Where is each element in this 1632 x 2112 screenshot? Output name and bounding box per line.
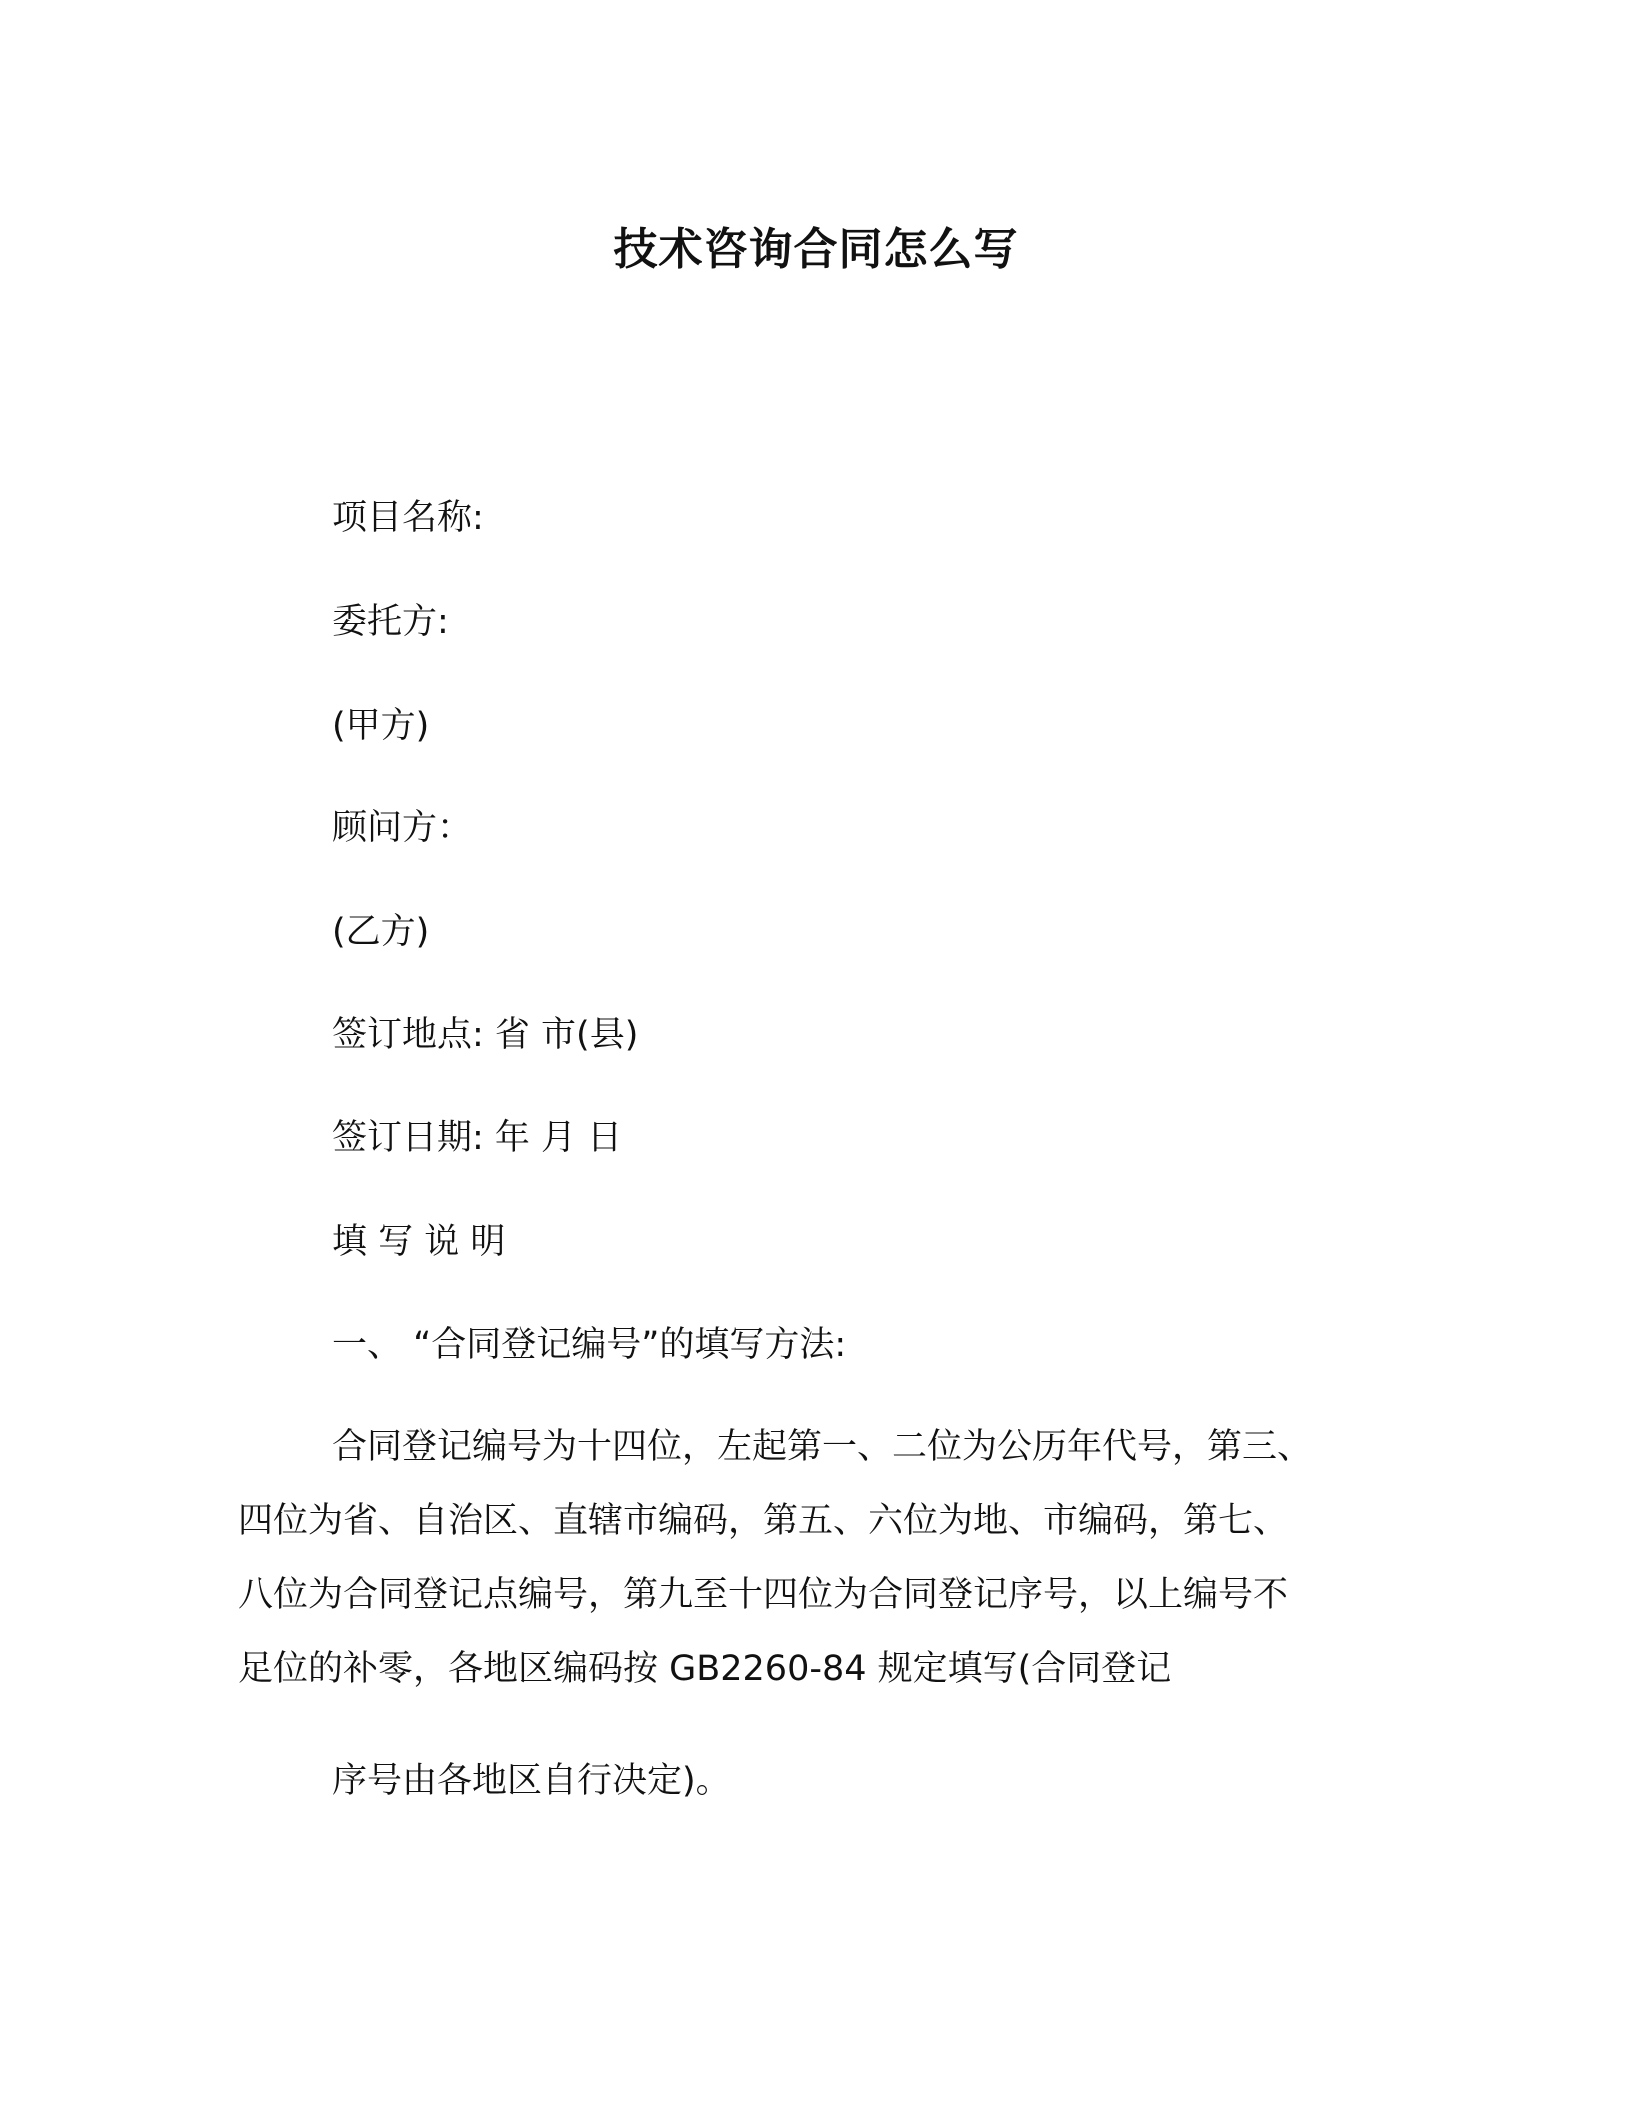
field-sign-date: 签订日期: 年 月 日: [332, 1118, 623, 1158]
field-party-b: (乙方): [332, 912, 430, 952]
body-line-continuation: 序号由各地区自行决定)。: [332, 1761, 731, 1801]
field-project-name: 项目名称:: [332, 498, 484, 538]
body-line: 合同登记编号为十四位，左起第一、二位为公历年代号，第三、: [332, 1427, 1313, 1467]
section-one-body: [238, 1410, 1368, 1706]
field-party-a: (甲方): [332, 706, 430, 746]
field-sign-place: 签订地点: 省 市(县): [332, 1015, 639, 1055]
document-title: 技术咨询合同怎么写: [613, 224, 1019, 275]
body-line: 足位的补零，各地区编码按 GB2260-84 规定填写(合同登记: [238, 1649, 1172, 1689]
body-line: 八位为合同登记点编号，第九至十四位为合同登记序号，以上编号不: [238, 1575, 1289, 1615]
body-line: 四位为省、自治区、直辖市编码，第五、六位为地、市编码，第七、: [238, 1501, 1289, 1541]
field-client: 委托方:: [332, 602, 449, 642]
section-one-heading: 一、 “合同登记编号”的填写方法:: [332, 1325, 847, 1365]
field-consultant: 顾问方：: [332, 808, 473, 848]
instructions-heading: 填 写 说 明: [332, 1222, 506, 1262]
